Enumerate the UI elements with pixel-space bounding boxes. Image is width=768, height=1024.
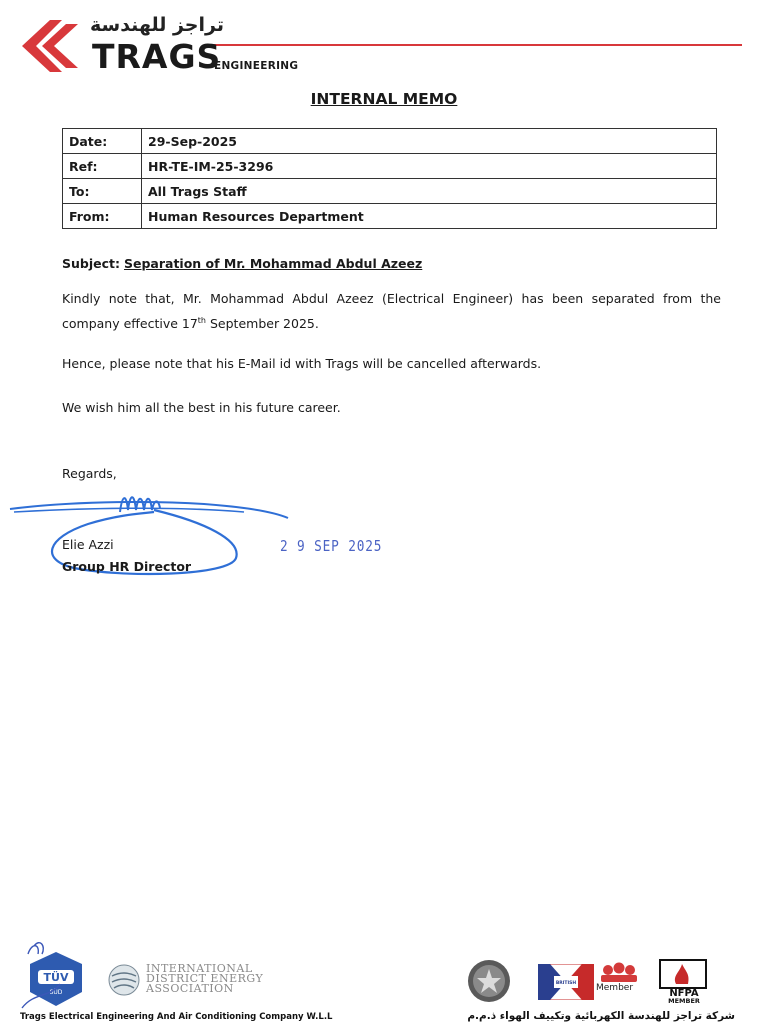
body-paragraph-1 — [62, 288, 721, 335]
signer-title: Group HR Director — [62, 559, 192, 574]
to-value: All Trags Staff — [142, 179, 717, 204]
from-value: Human Resources Department — [142, 204, 717, 229]
footer-company-ar: شركة تراجز للهندسة الكهربائية وتكييف الهواء ذ.م.م — [467, 1010, 735, 1022]
member-label: Member — [596, 983, 634, 993]
svg-text:SÜD: SÜD — [49, 989, 63, 996]
subject-line — [62, 256, 422, 271]
tuv-certification-logo-icon — [20, 940, 92, 1012]
date-stamp: 2 9 SEP 2025 — [280, 537, 383, 555]
date-value: 29-Sep-2025 — [142, 129, 717, 154]
svg-text:NFPA: NFPA — [669, 988, 699, 999]
svg-text:MEMBER: MEMBER — [668, 997, 700, 1004]
table-row — [63, 129, 717, 154]
to-label: To: — [63, 179, 142, 204]
subject-label: Subject: — [62, 256, 120, 271]
logo-brand: TRAGS — [92, 37, 222, 76]
signer-name: Elie Azzi — [62, 537, 114, 552]
footer-company-en: Trags Electrical Engineering And Air Conditioning Company W.L.L — [20, 1012, 333, 1022]
p1-text: Kindly note that, Mr. Mohammad Abdul Azeez (Electrical Engineer) has been separated from the company effective 17 — [62, 291, 721, 332]
header-rule — [210, 44, 742, 46]
ref-label: Ref: — [63, 154, 142, 179]
table-row — [63, 179, 717, 204]
from-label: From: — [63, 204, 142, 229]
logo-arabic-name: تراجز للهندسة — [90, 14, 224, 36]
idea-association-text: INTERNATIONAL DISTRICT ENERGY ASSOCIATION — [146, 962, 264, 995]
p1-text-end: September 2025. — [206, 316, 319, 332]
memo-title: INTERNAL MEMO — [310, 90, 458, 108]
regards-text: Regards, — [62, 466, 117, 481]
memo-info-table — [62, 128, 717, 229]
logo-brand-sub: ENGINEERING — [214, 60, 299, 72]
svg-text:BRITISH: BRITISH — [555, 981, 577, 986]
nfpa-member-logo-icon — [654, 958, 714, 1004]
table-row — [63, 204, 717, 229]
body-paragraph-3: We wish him all the best in his future career. — [62, 400, 341, 415]
british-safety-council-logo-icon — [538, 964, 594, 1000]
subject-text: Separation of Mr. Mohammad Abdul Azeez — [123, 256, 423, 271]
table-row — [63, 154, 717, 179]
p1-superscript: th — [197, 316, 207, 325]
svg-text:TÜV: TÜV — [43, 971, 69, 984]
trags-chevron-logo-icon — [22, 18, 80, 74]
date-label: Date: — [63, 129, 142, 154]
ref-value: HR-TE-IM-25-3296 — [142, 154, 717, 179]
usgbc-member-logo-icon — [456, 958, 522, 1004]
body-paragraph-2: Hence, please note that his E-Mail id with Trags will be cancelled afterwards. — [62, 356, 542, 371]
